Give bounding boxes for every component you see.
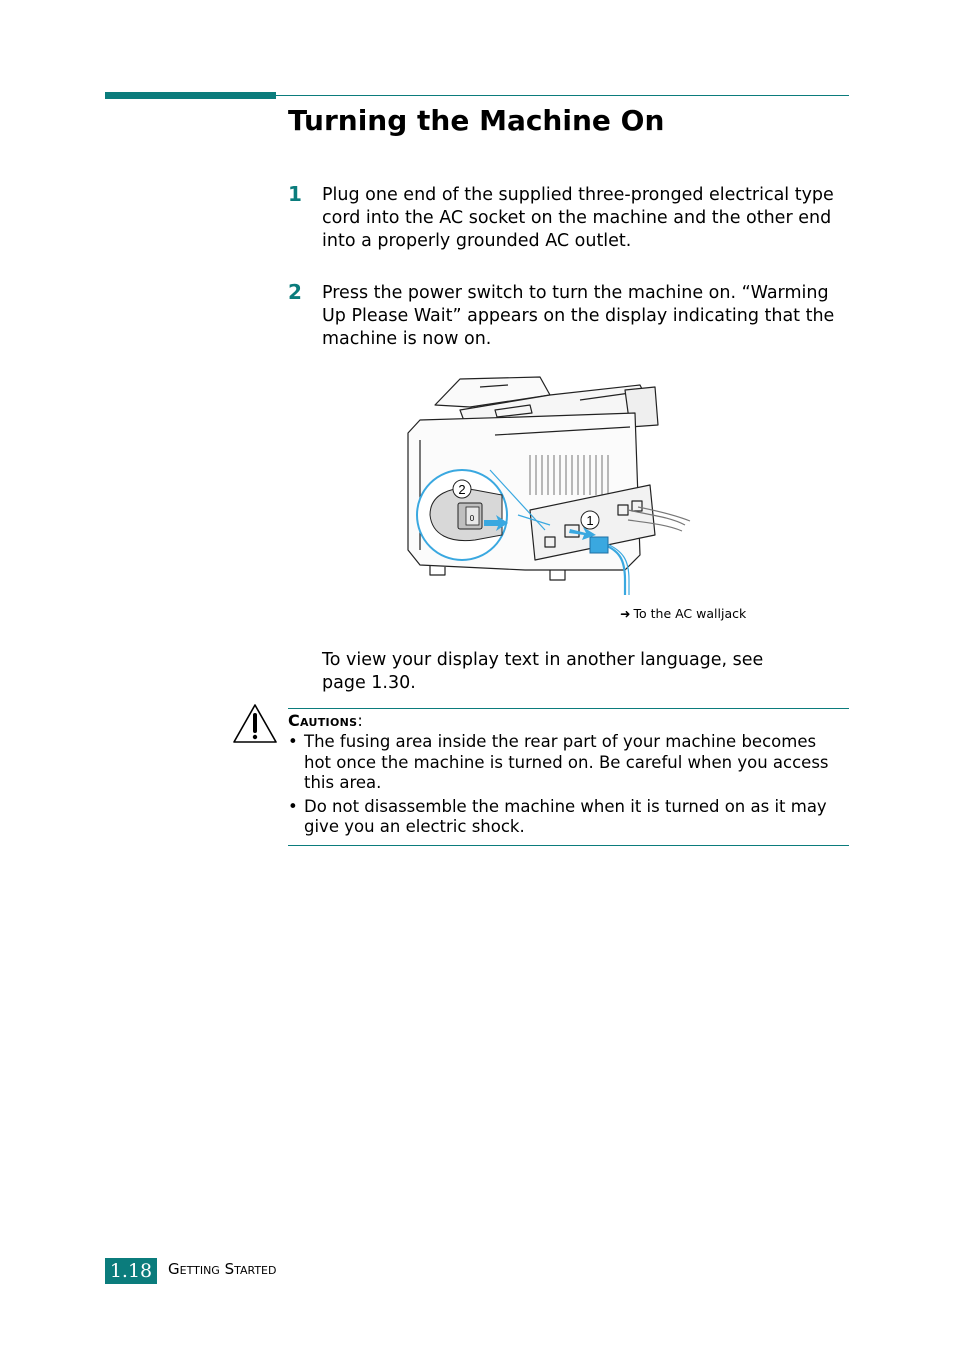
bullet: •	[288, 796, 298, 816]
caution-rule-top	[288, 708, 849, 709]
step-2-number: 2	[288, 280, 302, 304]
list-item: • The fusing area inside the rear part of your machine becomes hot once the machine is turned on. Be careful when you access this area.	[288, 732, 829, 792]
header-rule-thin	[276, 95, 849, 96]
step-1-text: Plug one end of the supplied three-pronged electrical type cord into the AC socket on the machine and the other end into a properly grounded AC outlet.	[322, 185, 834, 251]
caution-heading: Cautions:	[288, 711, 363, 730]
list-item: • Do not disassemble the machine when it is turned on as it may give you an electric shock.	[288, 796, 827, 836]
section-title: Getting Started	[168, 1260, 277, 1278]
warning-icon	[232, 703, 278, 745]
machine-illustration	[400, 365, 780, 627]
callout-switch: 2	[458, 482, 466, 497]
callout-cord: 1	[586, 513, 594, 528]
page-title: Turning the Machine On	[288, 104, 665, 137]
caution-rule-bottom	[288, 845, 849, 846]
caution-list	[288, 732, 848, 841]
arrow-right-icon: ➜	[620, 606, 631, 621]
step-1-number: 1	[288, 182, 302, 206]
walljack-caption	[620, 606, 746, 621]
bullet: •	[288, 732, 298, 751]
step-2-text: Press the power switch to turn the machine on. “Warming Up Please Wait” appears on the display indicating that the machine is now on.	[322, 283, 835, 349]
walljack-label: To the AC walljack	[633, 606, 747, 621]
language-note: To view your display text in another language, see page 1.30.	[322, 650, 764, 693]
header-rule-thick	[105, 92, 276, 99]
switch-mark: 0	[469, 514, 475, 523]
page-number: 1.18	[105, 1258, 157, 1284]
